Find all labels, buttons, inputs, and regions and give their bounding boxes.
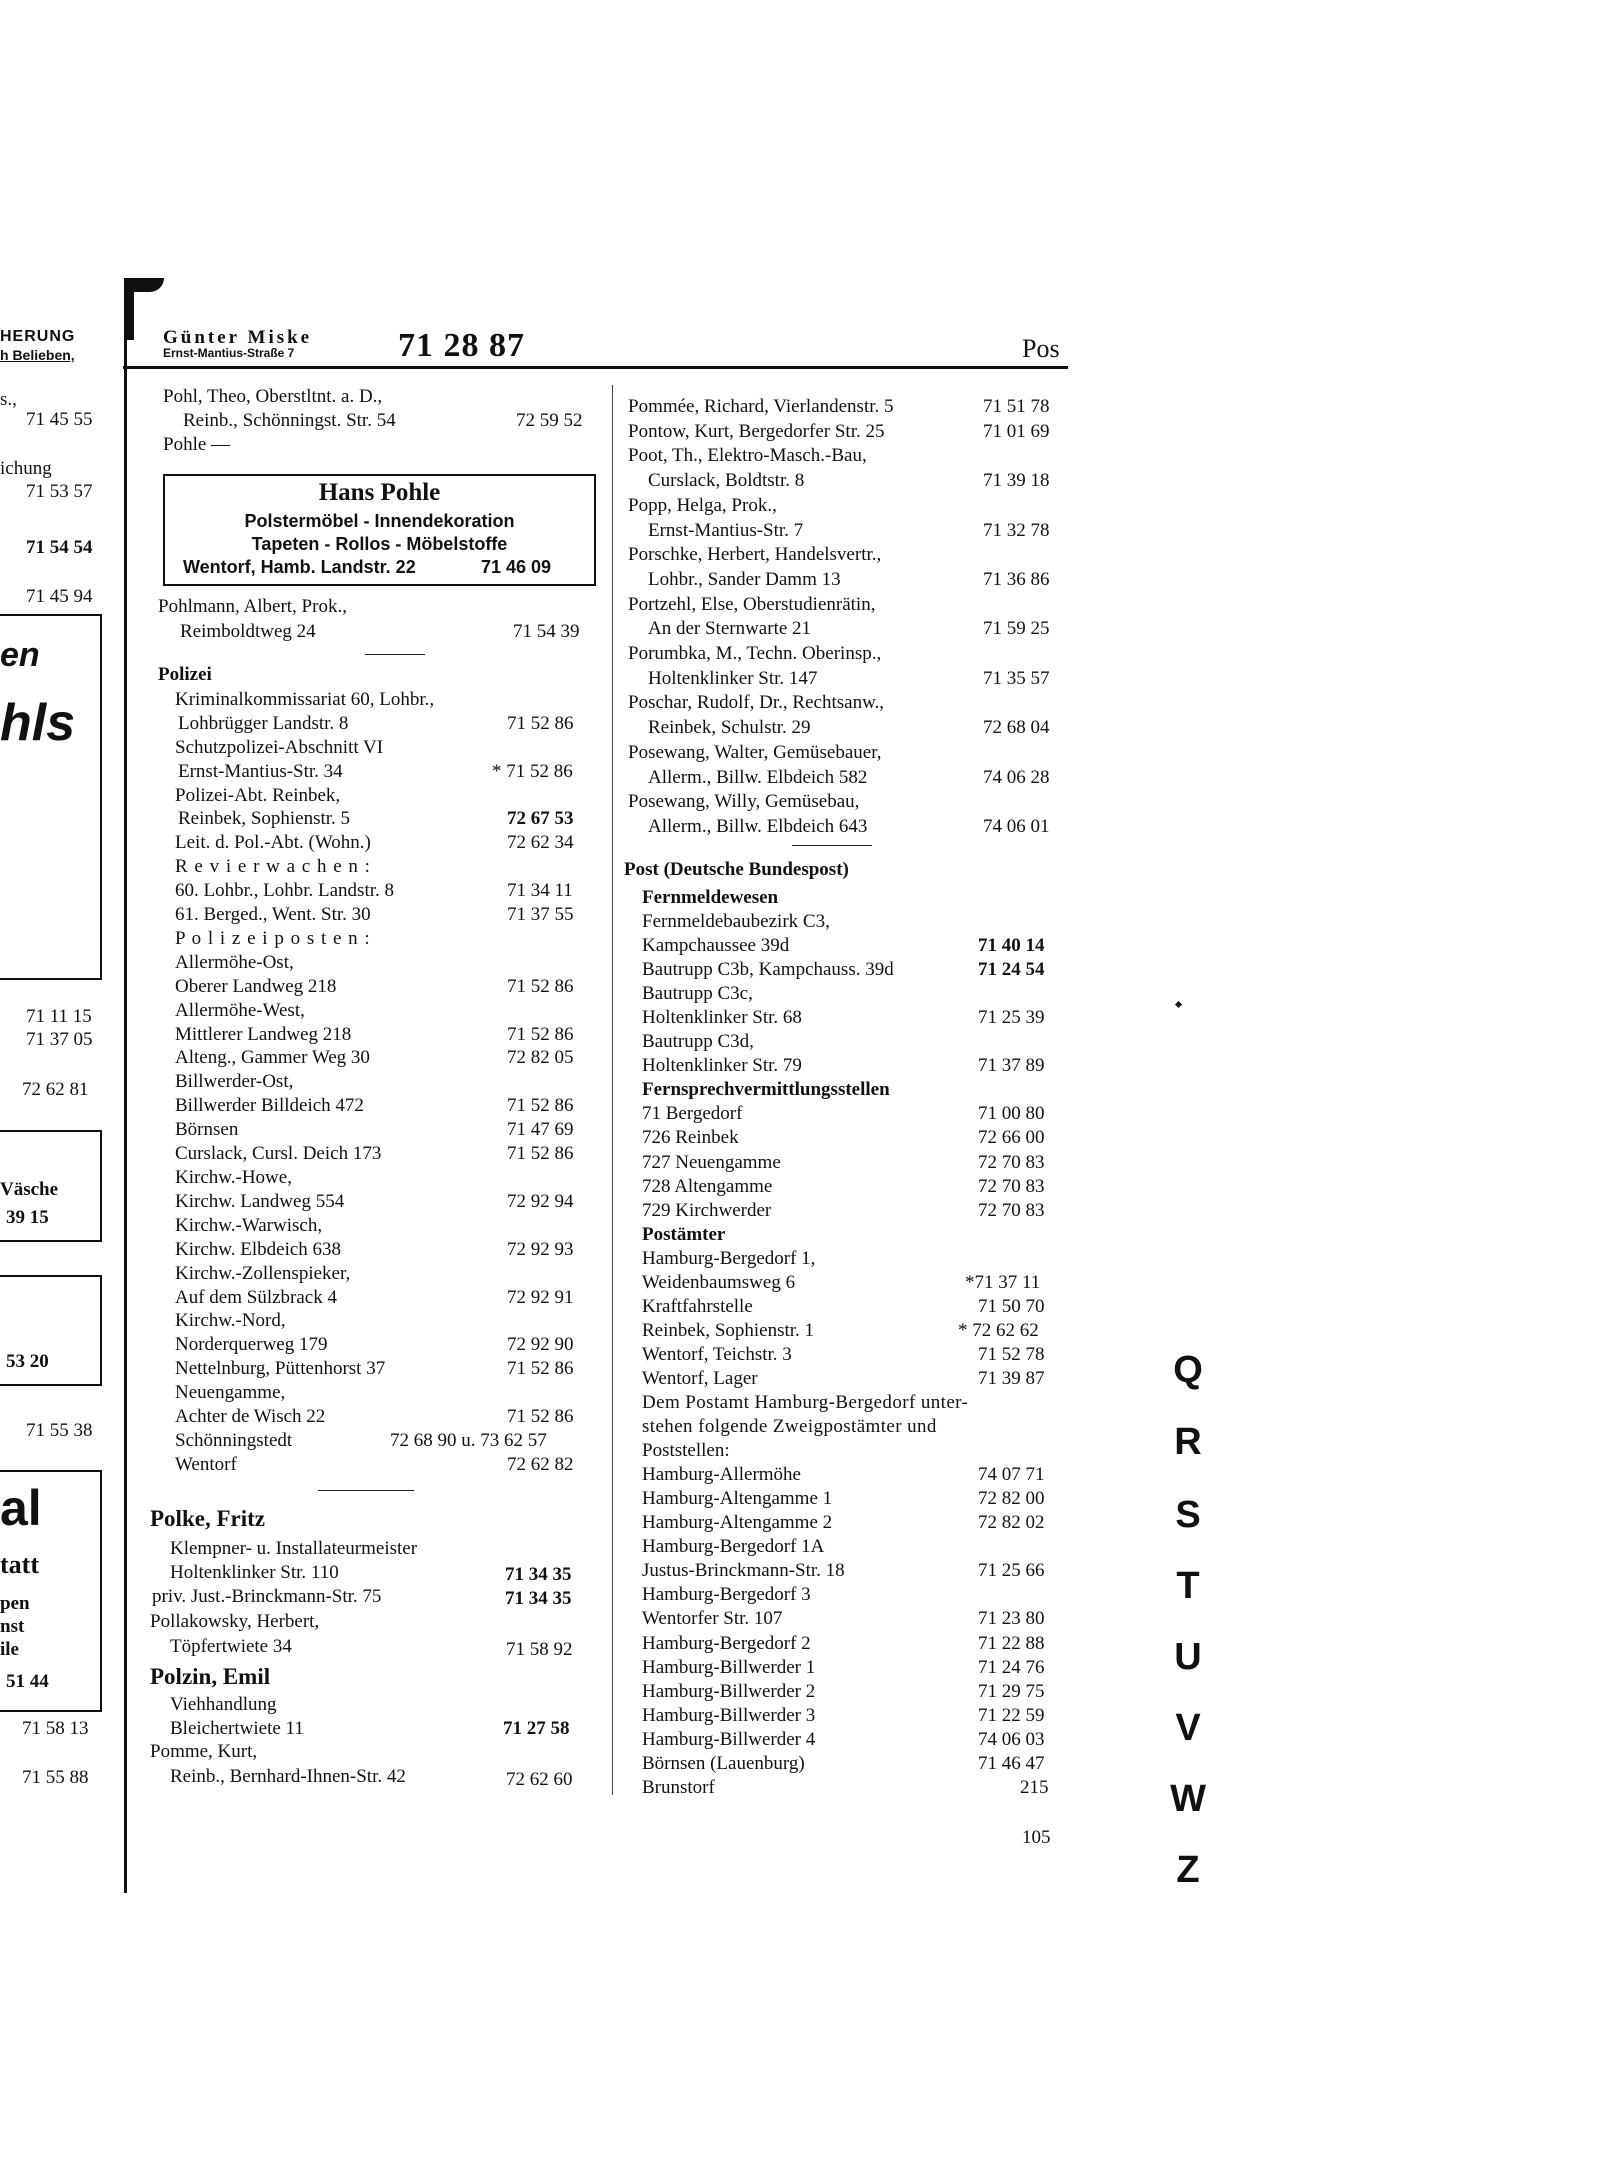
fragment-number: 71 45 55 [26, 409, 93, 430]
fragment-number: 71 45 94 [26, 586, 93, 607]
entry-number: 71 39 18 [983, 470, 1050, 491]
fragment-number: 71 37 05 [26, 1029, 93, 1050]
ad-line: Wentorf, Hamb. Landstr. 22 [183, 557, 416, 577]
divider [792, 845, 872, 846]
polizei-line: Kirchw.-Zollenspieker, [175, 1263, 351, 1284]
polizei-number: 71 52 86 [507, 1406, 574, 1427]
polizei-number: 72 92 93 [507, 1239, 574, 1260]
entry-line: Reinb., Bernhard-Ihnen-Str. 42 [170, 1766, 406, 1787]
fragment-number: 71 55 88 [22, 1767, 89, 1788]
post-line: Wentorf, Teichstr. 3 [642, 1344, 792, 1365]
section-heading-post: Post (Deutsche Bundespost) [624, 859, 849, 880]
fragment-number: 71 55 38 [26, 1420, 93, 1441]
post-line: Bautrupp C3d, [642, 1031, 754, 1052]
post-line: Kampchaussee 39d [642, 935, 790, 956]
polke-number: 71 34 35 [505, 1564, 572, 1585]
polizei-number: 71 52 86 [507, 1358, 574, 1379]
page-key: Pos [1022, 334, 1060, 363]
post-line: Justus-Brinckmann-Str. 18 [642, 1560, 845, 1581]
entry-number: 71 54 39 [513, 621, 580, 642]
post-line: Brunstorf [642, 1777, 715, 1798]
polizei-number: 72 92 94 [507, 1191, 574, 1212]
entry-line: Portzehl, Else, Oberstudienrätin, [628, 594, 876, 615]
entry-line: Reinb., Schönningst. Str. 54 [183, 410, 396, 431]
polke-number: 71 34 35 [505, 1588, 572, 1609]
polizei-line: Kirchw.-Warwisch, [175, 1215, 323, 1236]
polizei-line: Neuengamme, [175, 1382, 286, 1403]
entry-line: Poschar, Rudolf, Dr., Rechtsanw., [628, 692, 885, 713]
entry-line: Allerm., Billw. Elbdeich 582 [648, 767, 868, 788]
polizei-line: 61. Berged., Went. Str. 30 [175, 904, 371, 925]
column-divider [612, 385, 613, 1795]
publisher-name: Günter Miske [163, 327, 313, 348]
polizei-line: Kirchw. Landweg 554 [175, 1191, 345, 1212]
section-heading-polzin: Polzin, Emil [150, 1664, 271, 1689]
post-line: Holtenklinker Str. 79 [642, 1055, 802, 1076]
polizei-line: R e v i e r w a c h e n : [175, 856, 371, 877]
entry-line: Pohl, Theo, Oberstltnt. a. D., [163, 386, 383, 407]
polizei-line: Leit. d. Pol.-Abt. (Wohn.) [175, 832, 371, 853]
polizei-number: 72 82 05 [507, 1047, 574, 1068]
publisher-address: Ernst-Mantius-Straße 7 [163, 346, 295, 360]
entry-line: Allerm., Billw. Elbdeich 643 [648, 816, 868, 837]
thumb-tab-v: V [1175, 1707, 1201, 1749]
fragment-text: s., [0, 389, 17, 410]
ad-line: Tapeten - Rollos - Möbelstoffe [251, 534, 508, 554]
polizei-line: Billwerder Billdeich 472 [175, 1095, 364, 1116]
entry-line: Pohlmann, Albert, Prok., [158, 596, 347, 617]
thumb-tab-w: W [1170, 1778, 1206, 1820]
polizei-number: 71 34 11 [507, 880, 573, 901]
entry-number: 72 62 60 [506, 1769, 573, 1790]
thumb-tab-u: U [1174, 1636, 1202, 1678]
entry-line: Reinbek, Schulstr. 29 [648, 717, 811, 738]
post-line: Bautrupp C3c, [642, 983, 753, 1004]
entry-line: Porschke, Herbert, Handelsvertr., [628, 544, 882, 565]
post-line: Dem Postamt Hamburg-Bergedorf unter- [642, 1392, 969, 1413]
entry-number: 74 06 28 [983, 767, 1050, 788]
polke-line: Holtenklinker Str. 110 [170, 1562, 339, 1583]
thumb-tab-s: S [1175, 1494, 1201, 1536]
post-number: 74 06 03 [978, 1729, 1045, 1750]
post-number: 72 70 83 [978, 1176, 1045, 1197]
polizei-line: Auf dem Sülzbrack 4 [175, 1287, 337, 1308]
post-line: Hamburg-Bergedorf 3 [642, 1584, 811, 1605]
thumb-tab-z: Z [1176, 1849, 1200, 1891]
post-line: Hamburg-Altengamme 2 [642, 1512, 833, 1533]
entry-line: Reimboldtweg 24 [180, 621, 316, 642]
entry-number: 71 59 25 [983, 618, 1050, 639]
gutter-top-thick [126, 280, 134, 340]
entry-line: Holtenklinker Str. 147 [648, 668, 818, 689]
polizei-number: 71 52 86 [507, 1095, 574, 1116]
fragment-subheading: h Belieben, [0, 347, 75, 363]
polizei-line: P o l i z e i p o s t e n : [175, 928, 371, 949]
post-line: Hamburg-Bergedorf 2 [642, 1633, 811, 1654]
post-line: Hamburg-Bergedorf 1, [642, 1248, 816, 1269]
fragment-ad-text: al [0, 1480, 42, 1536]
entry-line: Pollakowsky, Herbert, [150, 1611, 320, 1632]
post-line: Hamburg-Altengamme 1 [642, 1488, 833, 1509]
polizei-number: 72 68 90 u. 73 62 57 [390, 1430, 547, 1451]
fragment-number: 71 58 13 [22, 1718, 89, 1739]
polzin-line: Bleichertwiete 11 [170, 1718, 304, 1739]
polizei-line: Nettelnburg, Püttenhorst 37 [175, 1358, 386, 1379]
post-line: Kraftfahrstelle [642, 1296, 753, 1317]
polizei-number: 71 47 69 [507, 1119, 574, 1140]
post-number: 71 29 75 [978, 1681, 1045, 1702]
post-line: stehen folgende Zweigpostämter und [642, 1416, 937, 1437]
post-line: Hamburg-Allermöhe [642, 1464, 801, 1485]
entry-line: Posewang, Walter, Gemüsebauer, [628, 742, 882, 763]
polizei-line: Alteng., Gammer Weg 30 [175, 1047, 370, 1068]
post-number: 72 82 00 [978, 1488, 1045, 1509]
post-line: Bautrupp C3b, Kampchauss. 39d [642, 959, 894, 980]
post-line: Wentorfer Str. 107 [642, 1608, 783, 1629]
entry-number: 71 35 57 [983, 668, 1050, 689]
entry-line: Pohle — [163, 434, 231, 455]
polizei-number: 72 62 34 [507, 832, 574, 853]
polizei-number: 72 62 82 [507, 1454, 574, 1475]
entry-number: 72 59 52 [516, 410, 583, 431]
entry-line: Pommée, Richard, Vierlandenstr. 5 [628, 396, 894, 417]
polizei-number: 71 52 86 [507, 1143, 574, 1164]
fragment-ad-text: pen [0, 1593, 30, 1614]
post-line: 727 Neuengamme [642, 1152, 781, 1173]
post-number: 72 66 00 [978, 1127, 1045, 1148]
ad-line: Polstermöbel - Innendekoration [244, 511, 515, 531]
entry-line: Curslack, Boldtstr. 8 [648, 470, 805, 491]
entry-number: 71 36 86 [983, 569, 1050, 590]
post-number: 71 40 14 [978, 935, 1045, 956]
polizei-line: Reinbek, Sophienstr. 5 [178, 808, 351, 829]
post-number: 71 00 80 [978, 1103, 1045, 1124]
polizei-line: Kirchw. Elbdeich 638 [175, 1239, 342, 1260]
post-line: Hamburg-Billwerder 4 [642, 1729, 816, 1750]
fragment-ad-text: Väsche [0, 1179, 59, 1200]
polizei-number: 72 92 91 [507, 1287, 574, 1308]
entry-number: 71 58 92 [506, 1639, 573, 1660]
post-line: Wentorf, Lager [642, 1368, 758, 1389]
polizei-number: 72 67 53 [507, 808, 574, 829]
polke-line: Klempner- u. Installateurmeister [170, 1538, 418, 1559]
post-line: Postämter [642, 1224, 726, 1245]
post-number: 71 24 54 [978, 959, 1045, 980]
post-number: 71 24 76 [978, 1657, 1045, 1678]
post-number: 72 70 83 [978, 1200, 1045, 1221]
polizei-line: Börnsen [175, 1119, 239, 1140]
polizei-number: 71 52 86 [507, 976, 574, 997]
fragment-ad-text: 53 20 [6, 1351, 49, 1372]
post-number: 71 25 66 [978, 1560, 1045, 1581]
polizei-line: Lohbrügger Landstr. 8 [178, 713, 349, 734]
polizei-line: Curslack, Cursl. Deich 173 [175, 1143, 382, 1164]
polizei-line: 60. Lohbr., Lohbr. Landstr. 8 [175, 880, 395, 901]
polizei-line: Mittlerer Landweg 218 [175, 1024, 352, 1045]
entry-line: Pontow, Kurt, Bergedorfer Str. 25 [628, 421, 885, 442]
polizei-line: Kirchw.-Howe, [175, 1167, 292, 1188]
post-number: 72 70 83 [978, 1152, 1045, 1173]
divider [318, 1490, 414, 1491]
post-number: 71 22 59 [978, 1705, 1045, 1726]
polizei-line: Oberer Landweg 218 [175, 976, 337, 997]
post-line: 71 Bergedorf [642, 1103, 743, 1124]
post-line: Fernsprechvermittlungsstellen [642, 1079, 890, 1100]
post-number: 74 07 71 [978, 1464, 1045, 1485]
post-number: 215 [1020, 1777, 1049, 1798]
polizei-line: Kirchw.-Nord, [175, 1310, 286, 1331]
fragment-ad-text: ile [0, 1639, 19, 1660]
section-heading-polke: Polke, Fritz [150, 1506, 265, 1531]
polizei-line: Ernst-Mantius-Str. 34 [178, 761, 343, 782]
post-number: 71 39 87 [978, 1368, 1045, 1389]
entry-number: 72 68 04 [983, 717, 1050, 738]
polizei-number: 71 52 86 [507, 713, 574, 734]
post-line: Hamburg-Billwerder 3 [642, 1705, 816, 1726]
section-heading-polizei: Polizei [158, 664, 212, 685]
fragment-ad-text: 39 15 [6, 1207, 49, 1228]
entry-line: An der Sternwarte 21 [648, 618, 812, 639]
fragment-ad-text: nst [0, 1616, 25, 1637]
publisher-phone: 71 28 87 [398, 327, 525, 364]
post-line: Hamburg-Bergedorf 1A [642, 1536, 825, 1557]
header-rule [123, 366, 1068, 369]
entry-number: 74 06 01 [983, 816, 1050, 837]
polizei-line: Wentorf [175, 1454, 237, 1475]
entry-line: Pomme, Kurt, [150, 1741, 258, 1762]
polizei-line: Billwerder-Ost, [175, 1071, 294, 1092]
thumb-tab-r: R [1174, 1421, 1202, 1463]
fragment-number: 71 53 57 [26, 481, 93, 502]
polzin-number: 71 27 58 [503, 1718, 570, 1739]
post-number: 72 82 02 [978, 1512, 1045, 1533]
page-number: 105 [1022, 1827, 1051, 1848]
entry-number: 71 01 69 [983, 421, 1050, 442]
post-line: Fernmeldebaubezirk C3, [642, 911, 830, 932]
post-line: 729 Kirchwerder [642, 1200, 772, 1221]
polizei-line: Schönningstedt [175, 1430, 293, 1451]
thumb-tab-q: Q [1173, 1349, 1203, 1391]
entry-line: Ernst-Mantius-Str. 7 [648, 520, 804, 541]
post-line: Fernmeldewesen [642, 887, 779, 908]
post-line: 726 Reinbek [642, 1127, 739, 1148]
entry-number: 71 51 78 [983, 396, 1050, 417]
entry-number: 71 32 78 [983, 520, 1050, 541]
post-line: Poststellen: [642, 1440, 730, 1461]
entry-line: Lohbr., Sander Damm 13 [648, 569, 841, 590]
entry-line: Töpfertwiete 34 [170, 1636, 292, 1657]
polizei-line: Allermöhe-West, [175, 1000, 305, 1021]
fragment-ad-text: en [0, 636, 40, 674]
post-line: Holtenklinker Str. 68 [642, 1007, 802, 1028]
fragment-number: 72 62 81 [22, 1079, 89, 1100]
entry-line: Posewang, Willy, Gemüsebau, [628, 791, 860, 812]
polke-line: priv. Just.-Brinckmann-Str. 75 [152, 1586, 382, 1607]
post-line: 728 Altengamme [642, 1176, 773, 1197]
post-line: Hamburg-Billwerder 2 [642, 1681, 816, 1702]
gutter-rule [124, 283, 127, 1893]
entry-line: Porumbka, M., Techn. Oberinsp., [628, 643, 882, 664]
ad-title: Hans Pohle [318, 479, 441, 506]
polizei-number: 71 52 86 [507, 1024, 574, 1045]
fragment-heading: HERUNG [0, 328, 76, 345]
post-line: Hamburg-Billwerder 1 [642, 1657, 816, 1678]
ad-phone: 71 46 09 [481, 557, 552, 577]
post-number: 71 52 78 [978, 1344, 1045, 1365]
divider [365, 654, 425, 655]
fragment-ad-text: hls [0, 694, 76, 752]
fragment-number: 71 11 15 [26, 1006, 92, 1027]
post-line: Weidenbaumsweg 6 [642, 1272, 796, 1293]
thumb-tab-t: T [1176, 1565, 1200, 1607]
post-line: Börnsen (Lauenburg) [642, 1753, 805, 1774]
post-number: * 72 62 62 [958, 1320, 1039, 1341]
polizei-number: 71 37 55 [507, 904, 574, 925]
fragment-ad-text: 51 44 [6, 1671, 49, 1692]
polizei-line: Norderquerweg 179 [175, 1334, 328, 1355]
speck [1175, 1001, 1182, 1008]
entry-line: Popp, Helga, Prok., [628, 495, 777, 516]
fragment-text: ichung [0, 458, 52, 479]
polizei-number: * 71 52 86 [492, 761, 573, 782]
polizei-line: Allermöhe-Ost, [175, 952, 294, 973]
post-number: 71 22 88 [978, 1633, 1045, 1654]
entry-line: Poot, Th., Elektro-Masch.-Bau, [628, 445, 867, 466]
polizei-line: Kriminalkommissariat 60, Lohbr., [175, 689, 435, 710]
post-number: 71 23 80 [978, 1608, 1045, 1629]
polzin-line: Viehhandlung [170, 1694, 277, 1715]
polizei-number: 72 92 90 [507, 1334, 574, 1355]
polizei-line: Achter de Wisch 22 [175, 1406, 326, 1427]
post-number: 71 37 89 [978, 1055, 1045, 1076]
polizei-line: Schutzpolizei-Abschnitt VI [175, 737, 384, 758]
polizei-line: Polizei-Abt. Reinbek, [175, 785, 341, 806]
post-number: 71 50 70 [978, 1296, 1045, 1317]
post-number: 71 46 47 [978, 1753, 1045, 1774]
fragment-number: 71 54 54 [26, 537, 93, 558]
post-number: *71 37 11 [965, 1272, 1041, 1293]
post-line: Reinbek, Sophienstr. 1 [642, 1320, 815, 1341]
fragment-ad-text: tatt [0, 1550, 39, 1579]
post-number: 71 25 39 [978, 1007, 1045, 1028]
